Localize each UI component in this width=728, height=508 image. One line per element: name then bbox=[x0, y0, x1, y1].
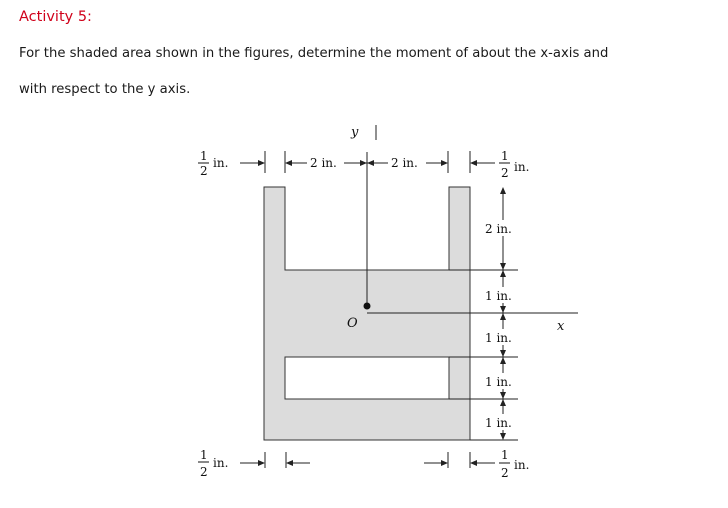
origin-point bbox=[364, 303, 371, 310]
right-arrowhead-8 bbox=[500, 392, 506, 399]
y-axis-label: y bbox=[351, 125, 359, 140]
bottom-left-half-num: 1 bbox=[200, 448, 208, 462]
right-arrowhead-10 bbox=[500, 433, 506, 440]
top-right-half-num: 1 bbox=[501, 149, 509, 163]
right-arrowhead-1 bbox=[500, 187, 506, 194]
top-arrowhead-2in-left-b bbox=[360, 160, 367, 166]
instruction-line-2: with respect to the y axis. bbox=[19, 82, 191, 97]
right-arrowhead-4 bbox=[500, 306, 506, 313]
right-2in-label: 2 in. bbox=[485, 222, 512, 236]
right-arrowhead-3 bbox=[500, 270, 506, 277]
top-arrowhead-2in-right-b bbox=[441, 160, 448, 166]
bottom-arrowhead-half-right bbox=[470, 460, 477, 466]
top-arrowhead-half-left bbox=[258, 160, 265, 166]
origin-label: O bbox=[347, 316, 358, 331]
right-arrowhead-6 bbox=[500, 350, 506, 357]
top-arrowhead-2in-left-a bbox=[285, 160, 292, 166]
right-1in-label-b: 1 in. bbox=[485, 331, 512, 345]
right-arrowhead-7 bbox=[500, 357, 506, 364]
instruction-line-1: For the shaded area shown in the figures, determine the moment of about the x-axis and bbox=[19, 46, 609, 61]
bottom-arrowhead-half-left bbox=[258, 460, 265, 466]
bottom-left-half-den: 2 bbox=[200, 465, 208, 479]
bottom-arrowhead-left-inner bbox=[286, 460, 293, 466]
right-1in-label-d: 1 in. bbox=[485, 416, 512, 430]
right-arrowhead-9 bbox=[500, 399, 506, 406]
right-1in-label-a: 1 in. bbox=[485, 289, 512, 303]
activity-title: Activity 5: bbox=[19, 9, 92, 25]
bottom-left-half-unit: in. bbox=[213, 456, 229, 470]
top-2in-left-label: 2 in. bbox=[310, 156, 337, 170]
bottom-right-half-num: 1 bbox=[501, 448, 509, 462]
bottom-right-half-unit: in. bbox=[514, 458, 530, 472]
top-arrowhead-half-right bbox=[470, 160, 477, 166]
right-1in-label-c: 1 in. bbox=[485, 375, 512, 389]
top-left-half-unit: in. bbox=[213, 156, 229, 170]
right-arrowhead-2 bbox=[500, 263, 506, 270]
x-axis-label: x bbox=[557, 319, 565, 334]
top-arrowhead-2in-right-a bbox=[367, 160, 374, 166]
bottom-arrowhead-right-inner bbox=[441, 460, 448, 466]
top-right-half-unit: in. bbox=[514, 160, 530, 174]
top-left-half-den: 2 bbox=[200, 164, 208, 178]
top-right-half-den: 2 bbox=[501, 166, 509, 180]
right-arrowhead-5 bbox=[500, 313, 506, 320]
top-left-half-num: 1 bbox=[200, 149, 208, 163]
top-2in-right-label: 2 in. bbox=[391, 156, 418, 170]
bottom-right-half-den: 2 bbox=[501, 466, 509, 480]
